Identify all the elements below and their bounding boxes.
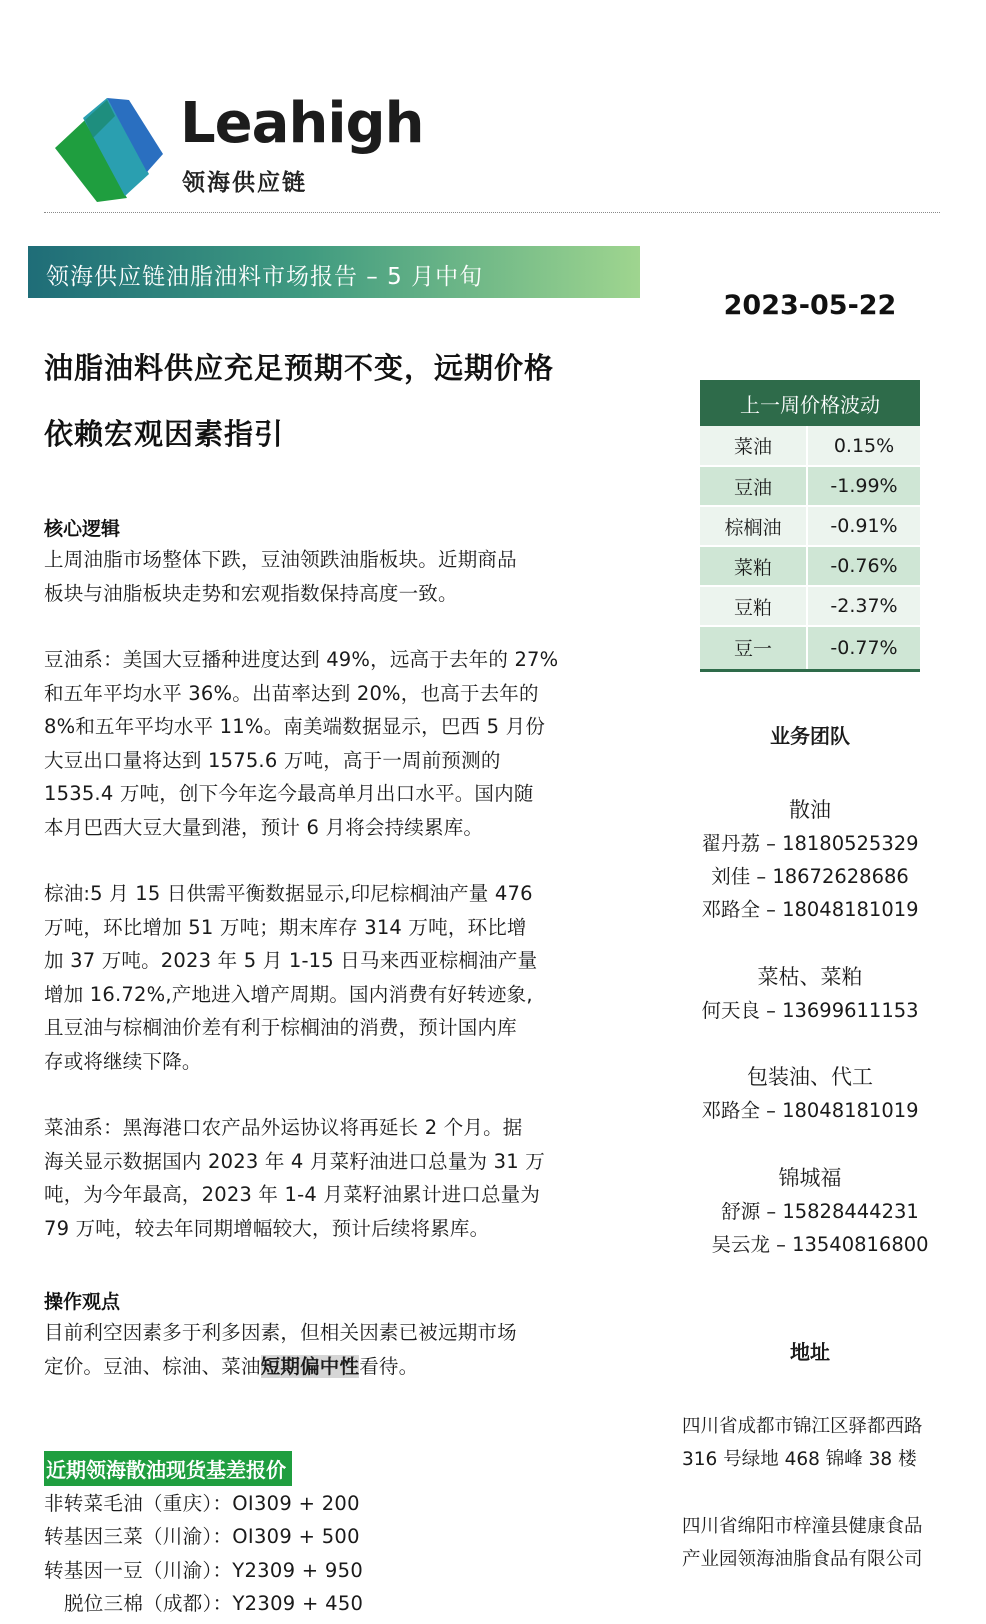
contact-line: 邓路全 – 18048181019 <box>701 1099 919 1122</box>
operation-heading: 操作观点 <box>44 1291 121 1313</box>
team-group-title: 锦城福 <box>778 1166 842 1190</box>
text-line: 和五年平均水平 36%。出苗率达到 20%，也高于去年的 <box>44 681 539 705</box>
text-line: 板块与油脂板块走势和宏观指数保持高度一致。 <box>44 581 458 605</box>
operation-paragraph <box>44 1316 600 1383</box>
quote-line: 转基因一豆（川渝）：Y2309 + 950 <box>44 1559 364 1582</box>
report-banner-title: 领海供应链油脂油料市场报告 – 5 月中旬 <box>46 264 484 290</box>
text-line: 8%和五年平均水平 11%。南美端数据显示，巴西 5 月份 <box>44 715 546 738</box>
team-group-title: 散油 <box>789 798 831 822</box>
text-line: 存或将继续下降。 <box>44 1049 202 1073</box>
price-change-table <box>700 380 920 672</box>
table-row <box>700 466 920 506</box>
table-row <box>700 506 920 546</box>
price-table-header: 上一周价格波动 <box>700 380 920 426</box>
headline-line-2: 依赖宏观因素指引 <box>44 417 285 451</box>
contact-line: 邓路全 – 18048181019 <box>701 898 919 921</box>
text-line: 豆油系：美国大豆播种进度达到 49%，远高于去年的 27% <box>44 648 559 671</box>
team-title: 业务团队 <box>770 724 850 748</box>
price-change: -0.77% <box>807 626 920 670</box>
contact-line: 刘佳 – 18672628686 <box>711 865 909 888</box>
header-divider <box>44 212 940 213</box>
price-change: -2.37% <box>807 586 920 626</box>
table-row <box>700 626 920 670</box>
text-span: 看待。 <box>359 1354 419 1378</box>
team-group-title: 包装油、代工 <box>747 1065 873 1089</box>
leahigh-ribbon-logo <box>55 98 163 202</box>
price-change: 0.15% <box>807 426 920 466</box>
text-span: 定价。豆油、棕油、菜油 <box>44 1354 261 1378</box>
soy-paragraph <box>44 643 600 844</box>
contact-line: 舒源 – 15828444231 <box>721 1200 919 1223</box>
commodity-name: 菜油 <box>700 426 807 466</box>
text-line: 79 万吨，较去年同期增幅较大，预计后续将累库。 <box>44 1216 490 1240</box>
commodity-name: 豆粕 <box>700 586 807 626</box>
core-logic-heading: 核心逻辑 <box>44 518 121 540</box>
contact-line: 何天良 – 13699611153 <box>701 999 919 1022</box>
address-line: 产业园领海油脂食品有限公司 <box>682 1549 923 1570</box>
team-group-title: 菜枯、菜粕 <box>757 965 863 989</box>
brand-name: Leahigh <box>180 91 424 156</box>
palm-paragraph <box>44 877 600 1078</box>
highlighted-stance: 短期偏中性 <box>260 1354 360 1378</box>
commodity-name: 棕榈油 <box>700 506 807 546</box>
text-line: 菜油系：黑海港口农产品外运协议将再延长 2 个月。据 <box>44 1116 523 1139</box>
price-change: -1.99% <box>807 466 920 506</box>
price-change: -0.91% <box>807 506 920 546</box>
text-line: 万吨，环比增加 51 万吨；期末库存 314 万吨，环比增 <box>44 915 527 939</box>
contact-line: 翟丹荔 – 18180525329 <box>701 832 919 855</box>
text-line: 且豆油与棕榈油价差有利于棕榈油的消费，预计国内库 <box>44 1016 517 1039</box>
text-line: 加 37 万吨。2023 年 5 月 1-15 日马来西亚棕榈油产量 <box>44 949 538 972</box>
contact-line: 吴云龙 – 13540816800 <box>711 1233 929 1256</box>
text-line: 大豆出口量将达到 1575.6 万吨，高于一周前预测的 <box>44 748 501 772</box>
commodity-name: 豆一 <box>700 626 807 670</box>
text-line: 目前利空因素多于利多因素，但相关因素已被远期市场 <box>44 1321 517 1344</box>
commodity-name: 菜粕 <box>700 546 807 586</box>
text-line: 上周油脂市场整体下跌，豆油领跌油脂板块。近期商品 <box>44 548 517 571</box>
quote-line: 非转菜毛油（重庆）：OI309 + 200 <box>44 1492 360 1515</box>
table-row <box>700 426 920 466</box>
report-date: 2023-05-22 <box>723 290 897 321</box>
brand-subtitle: 领海供应链 <box>182 170 307 196</box>
address-line: 316 号绿地 468 锦峰 38 楼 <box>682 1449 917 1470</box>
core-logic-paragraph <box>44 543 600 610</box>
quote-line: 脱位三棉（成都）：Y2309 + 450 <box>64 1592 364 1615</box>
text-line: 棕油:5 月 15 日供需平衡数据显示,印尼棕榈油产量 476 <box>44 882 533 905</box>
address-line: 四川省绵阳市梓潼县健康食品 <box>682 1516 923 1537</box>
text-line: 吨，为今年最高，2023 年 1-4 月菜籽油累计进口总量为 <box>44 1183 541 1206</box>
headline-line-1: 油脂油料供应充足预期不变，远期价格 <box>44 351 555 385</box>
table-row <box>700 586 920 626</box>
table-row <box>700 546 920 586</box>
rapeseed-paragraph <box>44 1111 600 1245</box>
address-title: 地址 <box>790 1340 830 1364</box>
text-line: 本月巴西大豆大量到港，预计 6 月将会持续累库。 <box>44 815 484 839</box>
commodity-name: 豆油 <box>700 466 807 506</box>
quote-line: 转基因三菜（川渝）：OI309 + 500 <box>44 1525 360 1548</box>
text-line: 1535.4 万吨，创下今年迄今最高单月出口水平。国内随 <box>44 782 534 805</box>
quote-heading: 近期领海散油现货基差报价 <box>44 1451 292 1486</box>
price-change: -0.76% <box>807 546 920 586</box>
address-line: 四川省成都市锦江区驿都西路 <box>682 1416 923 1437</box>
text-line: 海关显示数据国内 2023 年 4 月菜籽油进口总量为 31 万 <box>44 1149 545 1173</box>
text-line <box>44 1350 600 1384</box>
text-line: 增加 16.72%,产地进入增产周期。国内消费有好转迹象, <box>44 982 533 1006</box>
